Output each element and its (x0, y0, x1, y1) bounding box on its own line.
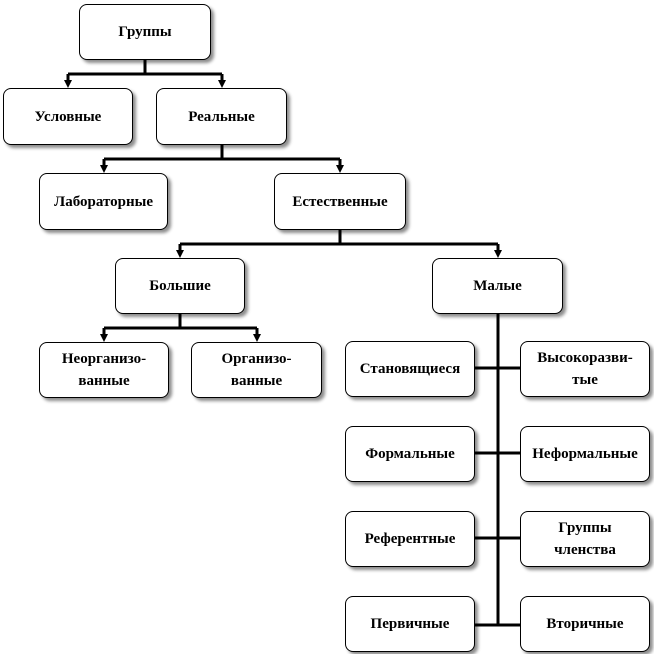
node-formal-label: Формальные (365, 446, 455, 462)
node-informal (520, 426, 650, 482)
node-unorganized (39, 342, 169, 398)
node-organized (191, 342, 322, 398)
node-membership (520, 511, 650, 567)
node-informal-label: Неформальные (532, 446, 638, 462)
node-organized-label: Организо- ванные (221, 351, 292, 389)
node-unorganized-label: Неорганизо- ванные (61, 351, 147, 389)
node-secondary (520, 596, 650, 652)
node-forming (345, 341, 475, 397)
node-natural-label: Естественные (292, 193, 388, 210)
node-laboratory (39, 173, 168, 230)
node-real-label: Реальные (188, 108, 255, 125)
node-secondary-label: Вторичные (546, 616, 624, 632)
node-primary (345, 596, 475, 652)
node-conditional (3, 88, 133, 145)
node-primary-label: Первичные (370, 616, 450, 632)
node-small (432, 258, 563, 314)
node-formal (345, 426, 475, 482)
node-reference-label: Референтные (364, 531, 456, 547)
node-conditional-label: Условные (34, 108, 102, 125)
node-small-label: Малые (473, 278, 522, 294)
node-groups-label: Группы (118, 24, 172, 40)
node-reference (345, 511, 475, 567)
node-membership-label: Группы членства (554, 520, 616, 558)
node-highly-developed-label: Высокоразви- тые (537, 350, 633, 388)
node-large (115, 258, 245, 314)
node-forming-label: Становящиеся (359, 361, 461, 377)
node-natural (274, 173, 406, 230)
node-groups (79, 4, 211, 60)
node-highly-developed (520, 341, 650, 397)
node-large-label: Большие (149, 278, 211, 294)
node-real (156, 88, 287, 145)
node-laboratory-label: Лабораторные (54, 193, 153, 210)
